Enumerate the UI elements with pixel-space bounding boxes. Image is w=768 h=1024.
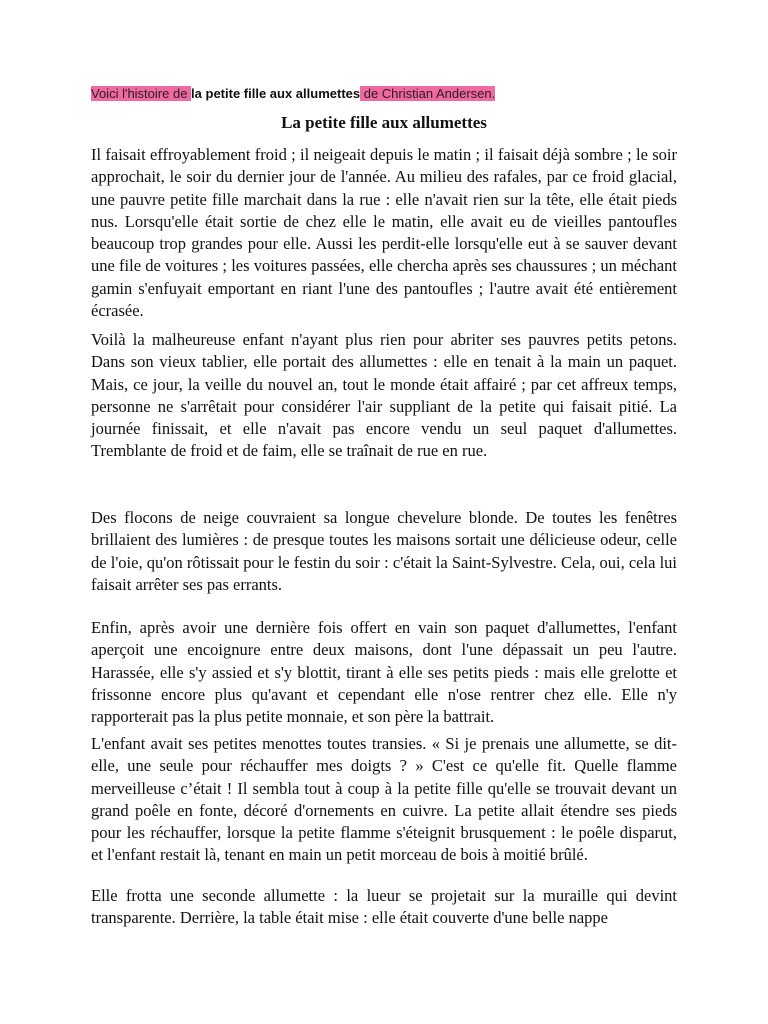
intro-suffix-highlight: de Christian Andersen. (360, 86, 496, 101)
intro-line (91, 86, 495, 102)
paragraph-2: Voilà la malheureuse enfant n'ayant plus rien pour abriter ses pauvres petits petons. Dans son vieux tablier, elle portait des allumettes : elle en tenait à la main un paquet. Mais, ce jour, la veille du nouvel an, tout le monde était affairé ; par cet affreux temps, personne ne s'arrêtait pour considérer l'air suppliant de la petite qui faisait pitié. La journée finissait, et elle n'avait pas encore vendu un seul paquet d'allumettes. Tremblante de froid et de faim, elle se traînait de rue en rue. (91, 330, 677, 461)
intro-book-title: la petite fille aux allumettes (191, 86, 361, 101)
intro-prefix-highlight: Voici l'histoire de (91, 86, 192, 101)
paragraph-5: L'enfant avait ses petites menottes toutes transies. « Si je prenais une allumette, se dit-elle, une seule pour réchauffer mes doigts ? » C'est ce qu'elle fit. Quelle flamme merveilleuse c’était ! Il sembla tout à coup à la petite fille qu'elle se trouvait devant un grand poêle en fonte, décoré d'ornements en cuivre. La petite allait étendre ses pieds pour les réchauffer, lorsque la petite flamme s'éteignit brusquement : le poêle disparut, et l'enfant restait là, tenant en main un petit morceau de bois à moitié brûlé. (91, 734, 677, 865)
paragraph-4: Enfin, après avoir une dernière fois offert en vain son paquet d'allumettes, l'enfant aperçoit une encoignure entre deux maisons, dont l'une dépassait un peu l'autre. Harassée, elle s'y assied et s'y blottit, tirant à elle ses petits pieds : mais elle grelotte et frissonne encore plus qu'avant et cependant elle n'ose rentrer chez elle. Elle n'y rapporterait pas la plus petite monnaie, et son père la battrait. (91, 618, 677, 727)
story-title: La petite fille aux allumettes (281, 113, 487, 132)
paragraph-6: Elle frotta une seconde allumette : la lueur se projetait sur la muraille qui devint transparente. Derrière, la table était mise : elle était couverte d'une belle nappe (91, 886, 677, 928)
paragraph-3: Des flocons de neige couvraient sa longue chevelure blonde. De toutes les fenêtres brillaient des lumières : de presque toutes les maisons sortait une délicieuse odeur, celle de l'oie, qu'on rôtissait pour le festin du soir : c'était la Saint-Sylvestre. Cela, oui, cela lui faisait arrêter ses pas errants. (91, 508, 677, 594)
paragraph-1: Il faisait effroyablement froid ; il neigeait depuis le matin ; il faisait déjà sombre ; le soir approchait, le soir du dernier jour de l'année. Au milieu des rafales, par ce froid glacial, une pauvre petite fille marchait dans la rue : elle n'avait rien sur la tête, elle était pieds nus. Lorsqu'elle était sortie de chez elle le matin, elle avait eu de vieilles pantoufles beaucoup trop grandes pour elle. Aussi les perdit-elle lorsqu'elle eut à se sauver devant une file de voitures ; les voitures passées, elle chercha après ses chaussures ; un méchant gamin s'enfuyait emportant en riant l'une des pantoufles ; l'autre avait été entièrement écrasée. (91, 145, 677, 321)
